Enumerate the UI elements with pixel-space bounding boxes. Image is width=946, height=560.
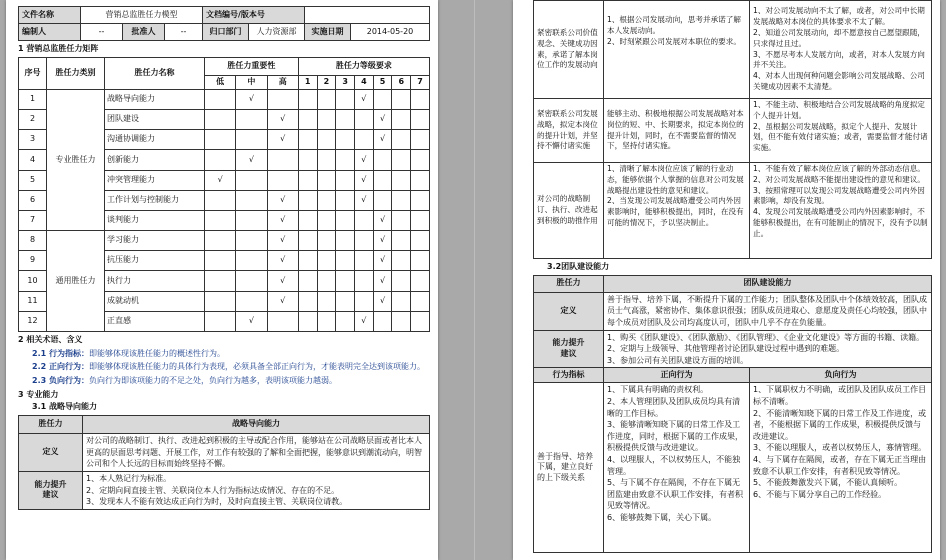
level-cell bbox=[336, 170, 355, 190]
level-cell bbox=[411, 190, 430, 210]
t2-header-positive: 正向行为 bbox=[604, 368, 750, 383]
level-cell bbox=[336, 210, 355, 230]
level-cell bbox=[392, 311, 411, 331]
level-cell bbox=[392, 271, 411, 291]
importance-cell bbox=[205, 109, 236, 129]
level-cell bbox=[411, 210, 430, 230]
page-gap-divider bbox=[474, 0, 475, 560]
level-cell bbox=[411, 89, 430, 109]
importance-cell: √ bbox=[236, 311, 267, 331]
importance-cell: √ bbox=[267, 109, 298, 129]
t31-improve-item: 3、发现本人不能有效达成正向行为时，及时向直接主管、关联岗位请教。 bbox=[86, 497, 348, 507]
right-page bbox=[513, 0, 940, 560]
date-value: 2014-05-20 bbox=[351, 24, 430, 41]
matrix-seq: 9 bbox=[19, 251, 47, 271]
subsection-3-2-title: 3.2团队建设能力 bbox=[547, 262, 610, 271]
importance-cell: √ bbox=[236, 150, 267, 170]
matrix-seq: 3 bbox=[19, 130, 47, 150]
level-cell bbox=[411, 311, 430, 331]
matrix-seq: 5 bbox=[19, 170, 47, 190]
t2-improve-item: 3、参加公司有关团队建设方面的培训。 bbox=[607, 355, 749, 365]
left-page bbox=[6, 0, 438, 560]
matrix-competency-name: 正直感 bbox=[105, 311, 205, 331]
dept-value: 人力资源部 bbox=[249, 24, 305, 41]
matrix-group-professional: 专业胜任力 bbox=[47, 89, 105, 230]
level-cell bbox=[373, 150, 392, 170]
level-cell bbox=[392, 130, 411, 150]
importance-col-header: 高 bbox=[267, 75, 298, 89]
importance-cell bbox=[205, 130, 236, 150]
level-cell bbox=[317, 291, 336, 311]
importance-cell bbox=[267, 311, 298, 331]
level-cell bbox=[392, 190, 411, 210]
level-cell bbox=[392, 231, 411, 251]
matrix-seq: 1 bbox=[19, 89, 47, 109]
importance-cell: √ bbox=[267, 130, 298, 150]
level-cell bbox=[336, 291, 355, 311]
matrix-seq: 6 bbox=[19, 190, 47, 210]
t2-improve-item: 2、定期与上级领导、其他管理者讨论团队建设过程中遇到的难题。 bbox=[607, 344, 845, 354]
section-3-title: 3 专业能力 bbox=[18, 389, 59, 399]
matrix-header-importance: 胜任力重要性 bbox=[205, 57, 299, 75]
importance-cell: √ bbox=[267, 210, 298, 230]
level-cell bbox=[411, 251, 430, 271]
level-cell bbox=[392, 210, 411, 230]
level-cell bbox=[392, 251, 411, 271]
t2-def-label: 定义 bbox=[534, 292, 604, 330]
level-cell bbox=[317, 231, 336, 251]
level-cell bbox=[298, 130, 317, 150]
term-behavior-indicator: 2.1 行为指标：即能够体现该胜任能力的概述性行为。 bbox=[32, 348, 225, 358]
level-cell bbox=[355, 210, 374, 230]
level-cell bbox=[411, 109, 430, 129]
level-cell: √ bbox=[373, 130, 392, 150]
matrix-seq: 4 bbox=[19, 150, 47, 170]
t31-improve-item: 2、定期向间直接主管、关联岗位本人行为指标达成情况、存在的不足。 bbox=[86, 485, 340, 495]
level-col-header: 5 bbox=[373, 75, 392, 89]
level-col-header: 1 bbox=[298, 75, 317, 89]
level-cell bbox=[355, 130, 374, 150]
t2-def-text: 善于指导、培养下属，不断提升下属的工作能力；团队整体及团队中个体绩效较高，团队成员士气高涨，紧密协作、集体意识很强；团队成员进取心、意愿度及责任心均较强，团队中每个成员对团队及公司均高度认可，团队中几乎不存在负能量。 bbox=[604, 292, 932, 330]
importance-cell: √ bbox=[267, 271, 298, 291]
matrix-competency-name: 战略导向能力 bbox=[105, 89, 205, 109]
section-1-title: 1 营销总监胜任力矩阵 bbox=[18, 44, 99, 53]
level-cell bbox=[298, 291, 317, 311]
term-positive-behavior: 2.2 正向行为：即能够体现该胜任能力的具体行为表现，必须具备全部正向行为，才能表明完全达到该项能力。 bbox=[32, 362, 425, 372]
level-cell bbox=[411, 150, 430, 170]
level-cell bbox=[336, 271, 355, 291]
t2-improve-item: 1、购买《团队建设》、《团队激励》、《团队管理》、《企业文化建设》等方面的书籍、读籍。 bbox=[607, 332, 925, 342]
importance-cell: √ bbox=[267, 251, 298, 271]
importance-col-header: 低 bbox=[205, 75, 236, 89]
document-header-table bbox=[18, 6, 430, 41]
matrix-competency-name: 谈判能力 bbox=[105, 210, 205, 230]
t1-indicator: 紧密联系公司价值观念、关键成功因素，承诺了解本岗位工作的发展动向 bbox=[534, 1, 604, 99]
level-cell bbox=[336, 231, 355, 251]
importance-cell bbox=[205, 271, 236, 291]
strategy-behavior-table bbox=[533, 0, 932, 259]
t31-improve-list bbox=[83, 472, 430, 510]
importance-col-header: 中 bbox=[236, 75, 267, 89]
t1-negative: 1、对公司发展动向不太了解，或者，对公司中长期发展战略对本岗位的具体要求不太了解。 2、知道公司发展动向，却不愿意按自己愿望跟随，只求得过且过。 3、不愿尽考本人发展方向，或者，对本人发展方向并不关注。 4、对本人出现何种问题会影响公司发展战略、公司关键成功因素不太清楚。 bbox=[750, 1, 932, 99]
team-building-table bbox=[533, 275, 932, 554]
level-cell bbox=[355, 251, 374, 271]
importance-cell bbox=[205, 150, 236, 170]
matrix-seq: 11 bbox=[19, 291, 47, 311]
level-cell bbox=[392, 150, 411, 170]
level-cell: √ bbox=[355, 170, 374, 190]
importance-cell: √ bbox=[267, 190, 298, 210]
level-cell bbox=[336, 251, 355, 271]
t31-improve-label: 能力提升 建议 bbox=[19, 472, 83, 510]
t2-label: 胜任力 bbox=[534, 275, 604, 292]
t1-negative: 1、不能有效了解本岗位应该了解的外部动态信息。 2、对公司发展战略不能提出建设性的意见和建议。 3、按照常理可以发现公司发展战略遭受公司内外因素影响，却没有发现。 4、发现公司发展战略遭受公司内外因素影响时，不能够积极提出，在有可能制止的情况下，没有予以制止。 bbox=[750, 163, 932, 259]
level-cell bbox=[317, 150, 336, 170]
subsection-3-1-title: 3.1 战略导向能力 bbox=[32, 402, 97, 412]
t1-negative: 1、不能主动、积极地结合公司发展战略的角度拟定个人提升计划。 2、虽根据公司发展战略，拟定个人提升、发展计划，但不能有效付诸实施；或者，需要监督才能付诸实施。 bbox=[750, 99, 932, 163]
level-cell bbox=[317, 251, 336, 271]
level-cell: √ bbox=[355, 89, 374, 109]
strategy-competency-table bbox=[18, 415, 430, 510]
level-cell bbox=[298, 231, 317, 251]
t1-positive: 能够主动、积极地根据公司发展战略对本岗位的短、中、长期要求，拟定本岗位的提升计划，同时，在不需要监督的情况下，坚持付诸实施。 bbox=[604, 99, 750, 163]
importance-cell bbox=[205, 190, 236, 210]
importance-cell bbox=[205, 311, 236, 331]
level-cell bbox=[355, 109, 374, 129]
matrix-row bbox=[19, 231, 430, 251]
importance-cell bbox=[236, 109, 267, 129]
importance-cell bbox=[236, 210, 267, 230]
matrix-group-general: 通用胜任力 bbox=[47, 231, 105, 332]
level-cell bbox=[317, 271, 336, 291]
level-cell: √ bbox=[355, 190, 374, 210]
matrix-competency-name: 冲突管理能力 bbox=[105, 170, 205, 190]
level-cell bbox=[411, 170, 430, 190]
doc-name-label: 文件名称 bbox=[19, 7, 81, 24]
level-col-header: 4 bbox=[355, 75, 374, 89]
importance-cell bbox=[267, 150, 298, 170]
level-cell: √ bbox=[355, 150, 374, 170]
importance-cell bbox=[205, 210, 236, 230]
t1-indicator: 对公司的战略制订、执行、改进起到积极的助推作用 bbox=[534, 163, 604, 259]
t2-indicator: 善于指导、培养下属，建立良好的上下级关系 bbox=[534, 383, 604, 553]
t2-negative: 1、下属职权力不明确，或团队及团队成员工作目标不清晰。 2、不能清晰知晓下属的日常工作及工作进度，或者，不能根据下属的工作成果，积极提供反馈与改进建议。 3、不能以理服人，或者以权势压人，寡情管理。 4、与下属存在隔阂，或者，存在下属无正当理由致意不认职工作安排，有者积见致等情况。 5、不能鼓舞激发兴下属，不能认真倾听。 6、不能与下属分享自己的工作经验。 bbox=[750, 383, 932, 553]
matrix-seq: 10 bbox=[19, 271, 47, 291]
doc-no-label: 文档编号/版本号 bbox=[203, 7, 305, 24]
matrix-competency-name: 学习能力 bbox=[105, 231, 205, 251]
t2-positive: 1、下属具有明确的责权利。 2、本人管理团队及团队成员均具有清晰的工作目标。 3、能够清晰知晓下属的日常工作及工作进度，同时，根据下属的工作成果，积极提供反馈与改进建议。 4、以理服人，不以权势压人，不能独管理。 5、与下属不存在隔阂，不存在下属无团监建由致意不认职工作安排，有者积见致等情况。 6、能够鼓舞下属，关心下属。 bbox=[604, 383, 750, 553]
doc-no-value bbox=[305, 7, 430, 24]
competency-matrix-table bbox=[18, 57, 430, 332]
level-cell bbox=[317, 130, 336, 150]
matrix-seq: 7 bbox=[19, 210, 47, 230]
author-label: 编制人 bbox=[19, 24, 81, 41]
importance-cell: √ bbox=[267, 291, 298, 311]
matrix-competency-name: 成就动机 bbox=[105, 291, 205, 311]
matrix-header-name: 胜任力名称 bbox=[105, 57, 205, 89]
level-cell: √ bbox=[373, 210, 392, 230]
t31-name: 战略导向能力 bbox=[83, 416, 430, 434]
matrix-header-seq: 序号 bbox=[19, 57, 47, 89]
matrix-competency-name: 抗压能力 bbox=[105, 251, 205, 271]
approver-value: -- bbox=[165, 24, 203, 41]
date-label: 实施日期 bbox=[305, 24, 351, 41]
level-cell bbox=[336, 130, 355, 150]
importance-cell bbox=[205, 89, 236, 109]
level-cell bbox=[355, 231, 374, 251]
level-cell bbox=[298, 170, 317, 190]
author-value: -- bbox=[81, 24, 123, 41]
importance-cell: √ bbox=[267, 231, 298, 251]
level-cell bbox=[392, 291, 411, 311]
level-col-header: 2 bbox=[317, 75, 336, 89]
level-cell bbox=[317, 210, 336, 230]
importance-cell bbox=[205, 251, 236, 271]
level-cell bbox=[392, 109, 411, 129]
level-cell: √ bbox=[373, 231, 392, 251]
matrix-seq: 12 bbox=[19, 311, 47, 331]
level-cell bbox=[411, 130, 430, 150]
t2-header-negative: 负向行为 bbox=[750, 368, 932, 383]
matrix-competency-name: 执行力 bbox=[105, 271, 205, 291]
importance-cell bbox=[236, 291, 267, 311]
level-cell: √ bbox=[355, 311, 374, 331]
level-cell bbox=[411, 291, 430, 311]
importance-cell: √ bbox=[205, 170, 236, 190]
approver-label: 批准人 bbox=[123, 24, 165, 41]
matrix-competency-name: 沟通协调能力 bbox=[105, 130, 205, 150]
level-cell bbox=[373, 170, 392, 190]
level-cell bbox=[355, 271, 374, 291]
level-cell bbox=[392, 170, 411, 190]
level-cell bbox=[298, 311, 317, 331]
t1-positive: 1、清晰了解本岗位应该了解的行业动态，能够依据个人掌握的信息对公司发展战略提出建设性的意见和建议。 2、当发现公司发展战略遭受公司内外因素影响时，能够积极提出，同时，在没有可能的情况下，予以坚决制止。 bbox=[604, 163, 750, 259]
t2-header-indicator: 行为指标 bbox=[534, 368, 604, 383]
level-cell bbox=[411, 231, 430, 251]
level-cell bbox=[317, 170, 336, 190]
dept-label: 归口部门 bbox=[203, 24, 249, 41]
t1-positive: 1、根据公司发展动向，思考并承诺了解本人发展动向。 2、时刻紧跟公司发展对本职位的要求。 bbox=[604, 1, 750, 99]
level-cell bbox=[298, 109, 317, 129]
term-negative-behavior: 2.3 负向行为：负向行为即该项能力的不足之处，负向行为越多，表明该项能力越弱。 bbox=[32, 376, 337, 386]
level-cell bbox=[336, 150, 355, 170]
matrix-competency-name: 创新能力 bbox=[105, 150, 205, 170]
matrix-competency-name: 工作计划与控制能力 bbox=[105, 190, 205, 210]
level-cell: √ bbox=[373, 271, 392, 291]
t1-indicator: 紧密联系公司发展战略，拟定本岗位的提升计划，并坚持不懈付诸实施 bbox=[534, 99, 604, 163]
t31-label: 胜任力 bbox=[19, 416, 83, 434]
importance-cell bbox=[267, 89, 298, 109]
importance-cell bbox=[236, 170, 267, 190]
matrix-row bbox=[19, 89, 430, 109]
level-cell bbox=[336, 89, 355, 109]
level-cell bbox=[336, 190, 355, 210]
level-cell: √ bbox=[373, 109, 392, 129]
importance-cell: √ bbox=[236, 89, 267, 109]
level-cell bbox=[298, 251, 317, 271]
importance-cell bbox=[236, 271, 267, 291]
level-cell bbox=[373, 311, 392, 331]
level-cell: √ bbox=[373, 251, 392, 271]
matrix-seq: 2 bbox=[19, 109, 47, 129]
level-col-header: 7 bbox=[411, 75, 430, 89]
level-cell bbox=[317, 311, 336, 331]
t2-improve-label: 能力提升 建议 bbox=[534, 330, 604, 368]
level-cell bbox=[411, 271, 430, 291]
level-cell bbox=[298, 271, 317, 291]
t2-improve-list bbox=[604, 330, 932, 368]
matrix-seq: 8 bbox=[19, 231, 47, 251]
t31-def-label: 定义 bbox=[19, 434, 83, 472]
t31-def-text: 对公司的战略制订、执行、改进起到积极的主导或配合作用，能够站在公司战略层面或者比本人更高的层面思考问题、开展工作，对工作有较强的了解和全面把握，能够意识到潮流动向，明智公司和个人长远的目标而始终坚持不懈。 bbox=[83, 434, 430, 472]
level-cell bbox=[392, 89, 411, 109]
level-cell bbox=[336, 311, 355, 331]
matrix-header-level: 胜任力等级要求 bbox=[298, 57, 429, 75]
level-cell bbox=[298, 150, 317, 170]
importance-cell bbox=[267, 170, 298, 190]
matrix-competency-name: 团队建设 bbox=[105, 109, 205, 129]
t2-name: 团队建设能力 bbox=[604, 275, 932, 292]
level-cell bbox=[298, 89, 317, 109]
level-cell bbox=[373, 89, 392, 109]
level-cell bbox=[298, 190, 317, 210]
level-cell bbox=[298, 210, 317, 230]
importance-cell bbox=[205, 291, 236, 311]
level-cell bbox=[317, 190, 336, 210]
importance-cell bbox=[236, 130, 267, 150]
matrix-header-type: 胜任力类别 bbox=[47, 57, 105, 89]
level-cell bbox=[355, 291, 374, 311]
level-col-header: 6 bbox=[392, 75, 411, 89]
importance-cell bbox=[205, 231, 236, 251]
level-cell bbox=[317, 89, 336, 109]
section-2-title: 2 相关术语、含义 bbox=[18, 335, 83, 345]
t31-improve-item: 1、本人熟记行为标准。 bbox=[86, 474, 172, 483]
importance-cell bbox=[236, 231, 267, 251]
level-cell: √ bbox=[373, 291, 392, 311]
doc-name-value: 营销总监胜任力模型 bbox=[81, 7, 203, 24]
level-cell bbox=[336, 109, 355, 129]
importance-cell bbox=[236, 251, 267, 271]
level-cell bbox=[317, 109, 336, 129]
level-col-header: 3 bbox=[336, 75, 355, 89]
level-cell bbox=[373, 190, 392, 210]
importance-cell bbox=[236, 190, 267, 210]
